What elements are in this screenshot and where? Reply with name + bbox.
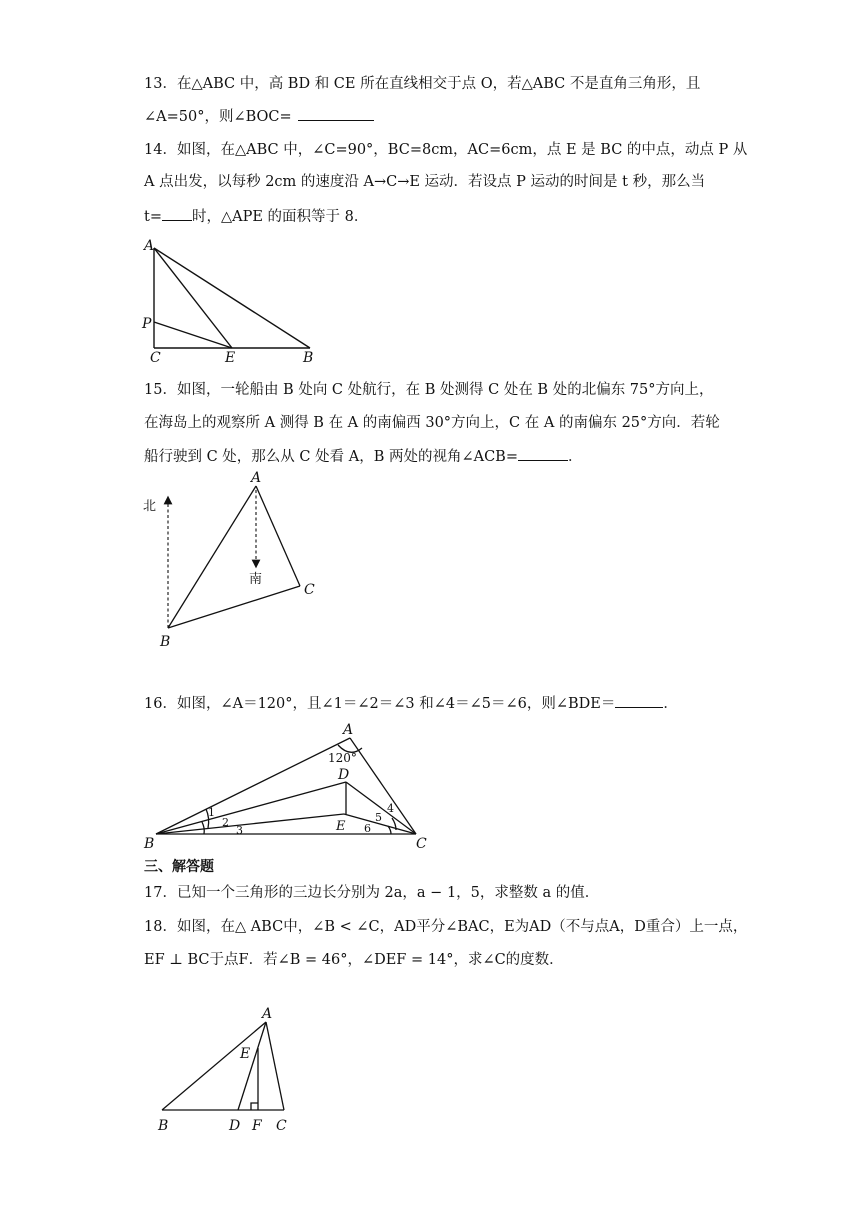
q18-label-f: F	[252, 1118, 262, 1134]
q15-label-b: B	[160, 634, 171, 650]
q16-label-d: D	[338, 767, 350, 783]
q16-label-c: C	[416, 836, 427, 852]
q15-line-1: 15．如图，一轮船由 B 处向 C 处航行，在 B 处测得 C 处在 B 处的北偏东 75°方向上，	[144, 382, 714, 398]
q16-label-3: 3	[236, 824, 243, 837]
section-heading-solutions: 三、解答题	[144, 859, 214, 875]
q15-answer-blank	[518, 446, 568, 461]
q16-line-1	[144, 693, 678, 714]
q14-figure	[140, 238, 340, 364]
q18-label-d: D	[229, 1118, 241, 1134]
q17-line-1: 17．已知一个三角形的三边长分别为 2a，a − 1，5，求整数 a 的值．	[144, 885, 600, 901]
q18-label-e: E	[240, 1046, 251, 1062]
q18-line-1: 18．如图，在△ ABC中，∠B < ∠C，AD平分∠BAC，E为AD（不与点A，D重合）上一点，	[144, 919, 748, 935]
q15-line-3a: 船行驶到 C 处，那么从 C 处看 A，B 两处的视角∠ACB=	[144, 449, 518, 465]
q13-line-2-text: ∠A=50°，则∠BOC=	[144, 109, 292, 125]
q16-label-6: 6	[364, 822, 371, 835]
q13-answer-blank	[298, 106, 374, 121]
q15-label-c: C	[304, 582, 315, 598]
q16-label-a: A	[343, 722, 354, 738]
q18-label-c: C	[276, 1118, 287, 1134]
q15-figure	[138, 468, 328, 652]
q14-label-c: C	[150, 350, 161, 366]
q15-line-2: 在海岛上的观察所 A 测得 B 在 A 的南偏西 30°方向上，C 在 A 的南偏东 25°方向．若轮	[144, 415, 720, 431]
q14-line-3b: 时，△APE 的面积等于 8．	[191, 209, 369, 225]
q13-line-2	[144, 106, 374, 127]
q15-line-3b: ．	[568, 449, 583, 465]
q16-line-1a: 16．如图，∠A＝120°，且∠1＝∠2＝∠3 和∠4＝∠5＝∠6，则∠BDE＝	[144, 696, 616, 712]
q16-label-4: 4	[387, 802, 394, 815]
q14-label-e: E	[225, 350, 236, 366]
q16-label-2: 2	[222, 816, 229, 829]
q15-line-3	[144, 446, 583, 467]
q16-label-b: B	[144, 836, 155, 852]
q16-label-e: E	[336, 819, 346, 834]
q14-label-p: P	[142, 316, 152, 332]
q14-line-2: A 点出发，以每秒 2cm 的速度沿 A→C→E 运动．若设点 P 运动的时间是 t 秒，那么当	[144, 174, 706, 190]
q16-label-1: 1	[208, 806, 215, 819]
q14-line-1: 14．如图，在△ABC 中，∠C=90°，BC=8cm，AC=6cm，点 E 是 BC 的中点，动点 P 从	[144, 142, 748, 158]
q15-label-north: 北	[143, 499, 157, 514]
q16-answer-blank	[615, 693, 663, 708]
q15-label-south: 南	[249, 572, 263, 587]
q14-answer-blank	[162, 206, 192, 221]
q18-label-b: B	[158, 1118, 169, 1134]
q16-label-5: 5	[375, 811, 382, 824]
q14-label-a: A	[144, 238, 155, 254]
q15-label-a: A	[251, 470, 262, 486]
q13-line-1: 13．在△ABC 中，高 BD 和 CE 所在直线相交于点 O，若△ABC 不是直角三角形，且	[144, 76, 701, 92]
q16-line-1b: ．	[663, 696, 678, 712]
q18-figure	[154, 1000, 304, 1136]
q14-line-3a: t=	[144, 209, 162, 225]
q18-line-2: EF ⊥ BC于点F．若∠B = 46°，∠DEF = 14°，求∠C的度数．	[144, 952, 564, 968]
q14-line-3	[144, 206, 368, 227]
q16-figure	[140, 718, 440, 854]
q16-label-angle: 120°	[328, 751, 357, 765]
q14-label-b: B	[303, 350, 314, 366]
q18-label-a: A	[262, 1006, 273, 1022]
